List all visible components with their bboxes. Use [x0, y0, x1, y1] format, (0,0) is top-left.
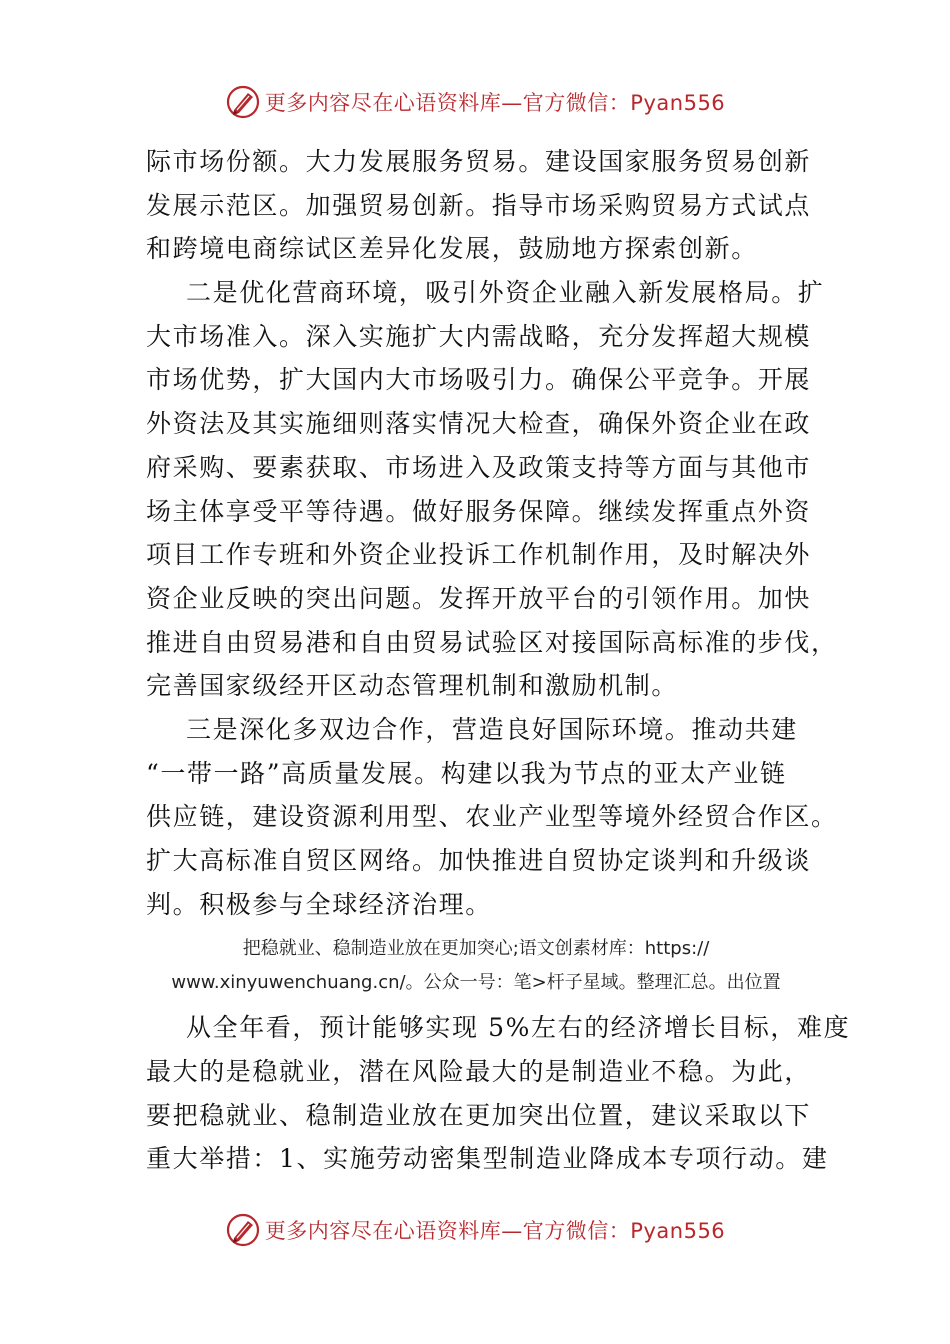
heading-line: www.xinyuwenchuang.cn/。公众一号：笔>杆子星域。整理汇总。出位置 — [171, 972, 781, 994]
text-line: 项目工作专班和外资企业投诉工作机制作用，及时解决外 — [146, 540, 812, 570]
pen-nib-logo-icon — [225, 1212, 261, 1248]
text-line: 外资法及其实施细则落实情况大检查，确保外资企业在政 — [146, 409, 812, 439]
text-line: 扩大高标准自贸区网络。加快推进自贸协定谈判和升级谈 — [146, 846, 812, 875]
text-line: 从全年看，预计能够实现 5%左右的经济增长目标，难度 — [186, 1013, 851, 1043]
text-line: 和跨境电商综试区差异化发展，鼓励地方探索创新。 — [146, 234, 758, 264]
text-line: 发展示范区。加强贸易创新。指导市场采购贸易方式试点 — [146, 190, 812, 220]
watermark-text: 更多内容尽在心语资料库—官方微信：Pyan556 — [264, 91, 726, 115]
text-line: 重大举措：1、实施劳动密集型制造业降成本专项行动。建 — [146, 1144, 829, 1174]
paragraph — [146, 140, 812, 271]
text-line: 际市场份额。大力发展服务贸易。建设国家服务贸易创新 — [146, 147, 812, 176]
paragraph — [146, 708, 838, 926]
section-heading — [146, 932, 806, 1000]
text-line: 完善国家级经开区动态管理机制和激励机制。 — [146, 671, 679, 701]
text-line: 场主体享受平等待遇。做好服务保障。继续发挥重点外资 — [146, 496, 812, 526]
text-line: 要把稳就业、稳制造业放在更加突出位置，建议采取以下 — [146, 1100, 812, 1130]
text-line: 最大的是稳就业，潜在风险最大的是制造业不稳。为此， — [146, 1057, 812, 1087]
text-line: 推进自由贸易港和自由贸易试验区对接国际高标准的步伐， — [146, 627, 838, 657]
text-line: 判。积极参与全球经济治理。 — [146, 889, 492, 919]
footer-watermark-banner — [0, 1210, 950, 1250]
text-line: 供应链，建设资源利用型、农业产业型等境外经贸合作区。 — [146, 802, 838, 832]
text-line: 大市场准入。深入实施扩大内需战略，充分发挥超大规模 — [146, 321, 812, 351]
watermark-text: 更多内容尽在心语资料库—官方微信：Pyan556 — [264, 1219, 726, 1243]
document-body — [146, 140, 851, 1181]
paragraph — [146, 271, 838, 708]
text-line: 市场优势，扩大国内大市场吸引力。确保公平竞争。开展 — [146, 365, 812, 395]
text-line: 二是优化营商环境，吸引外资企业融入新发展格局。扩 — [186, 278, 825, 308]
text-line: 府采购、要素获取、市场进入及政策支持等方面与其他市 — [146, 452, 812, 482]
text-line: “一带一路”高质量发展。构建以我为节点的亚太产业链 — [146, 758, 787, 788]
text-line: 三是深化多双边合作，营造良好国际环境。推动共建 — [186, 714, 798, 744]
heading-line: 把稳就业、稳制造业放在更加突心;语文创素材库：https:// — [242, 938, 710, 960]
header-watermark-banner — [0, 82, 950, 122]
pen-nib-logo-icon — [225, 84, 261, 120]
paragraph — [146, 1006, 851, 1181]
text-line: 资企业反映的突出问题。发挥开放平台的引领作用。加快 — [146, 583, 812, 613]
